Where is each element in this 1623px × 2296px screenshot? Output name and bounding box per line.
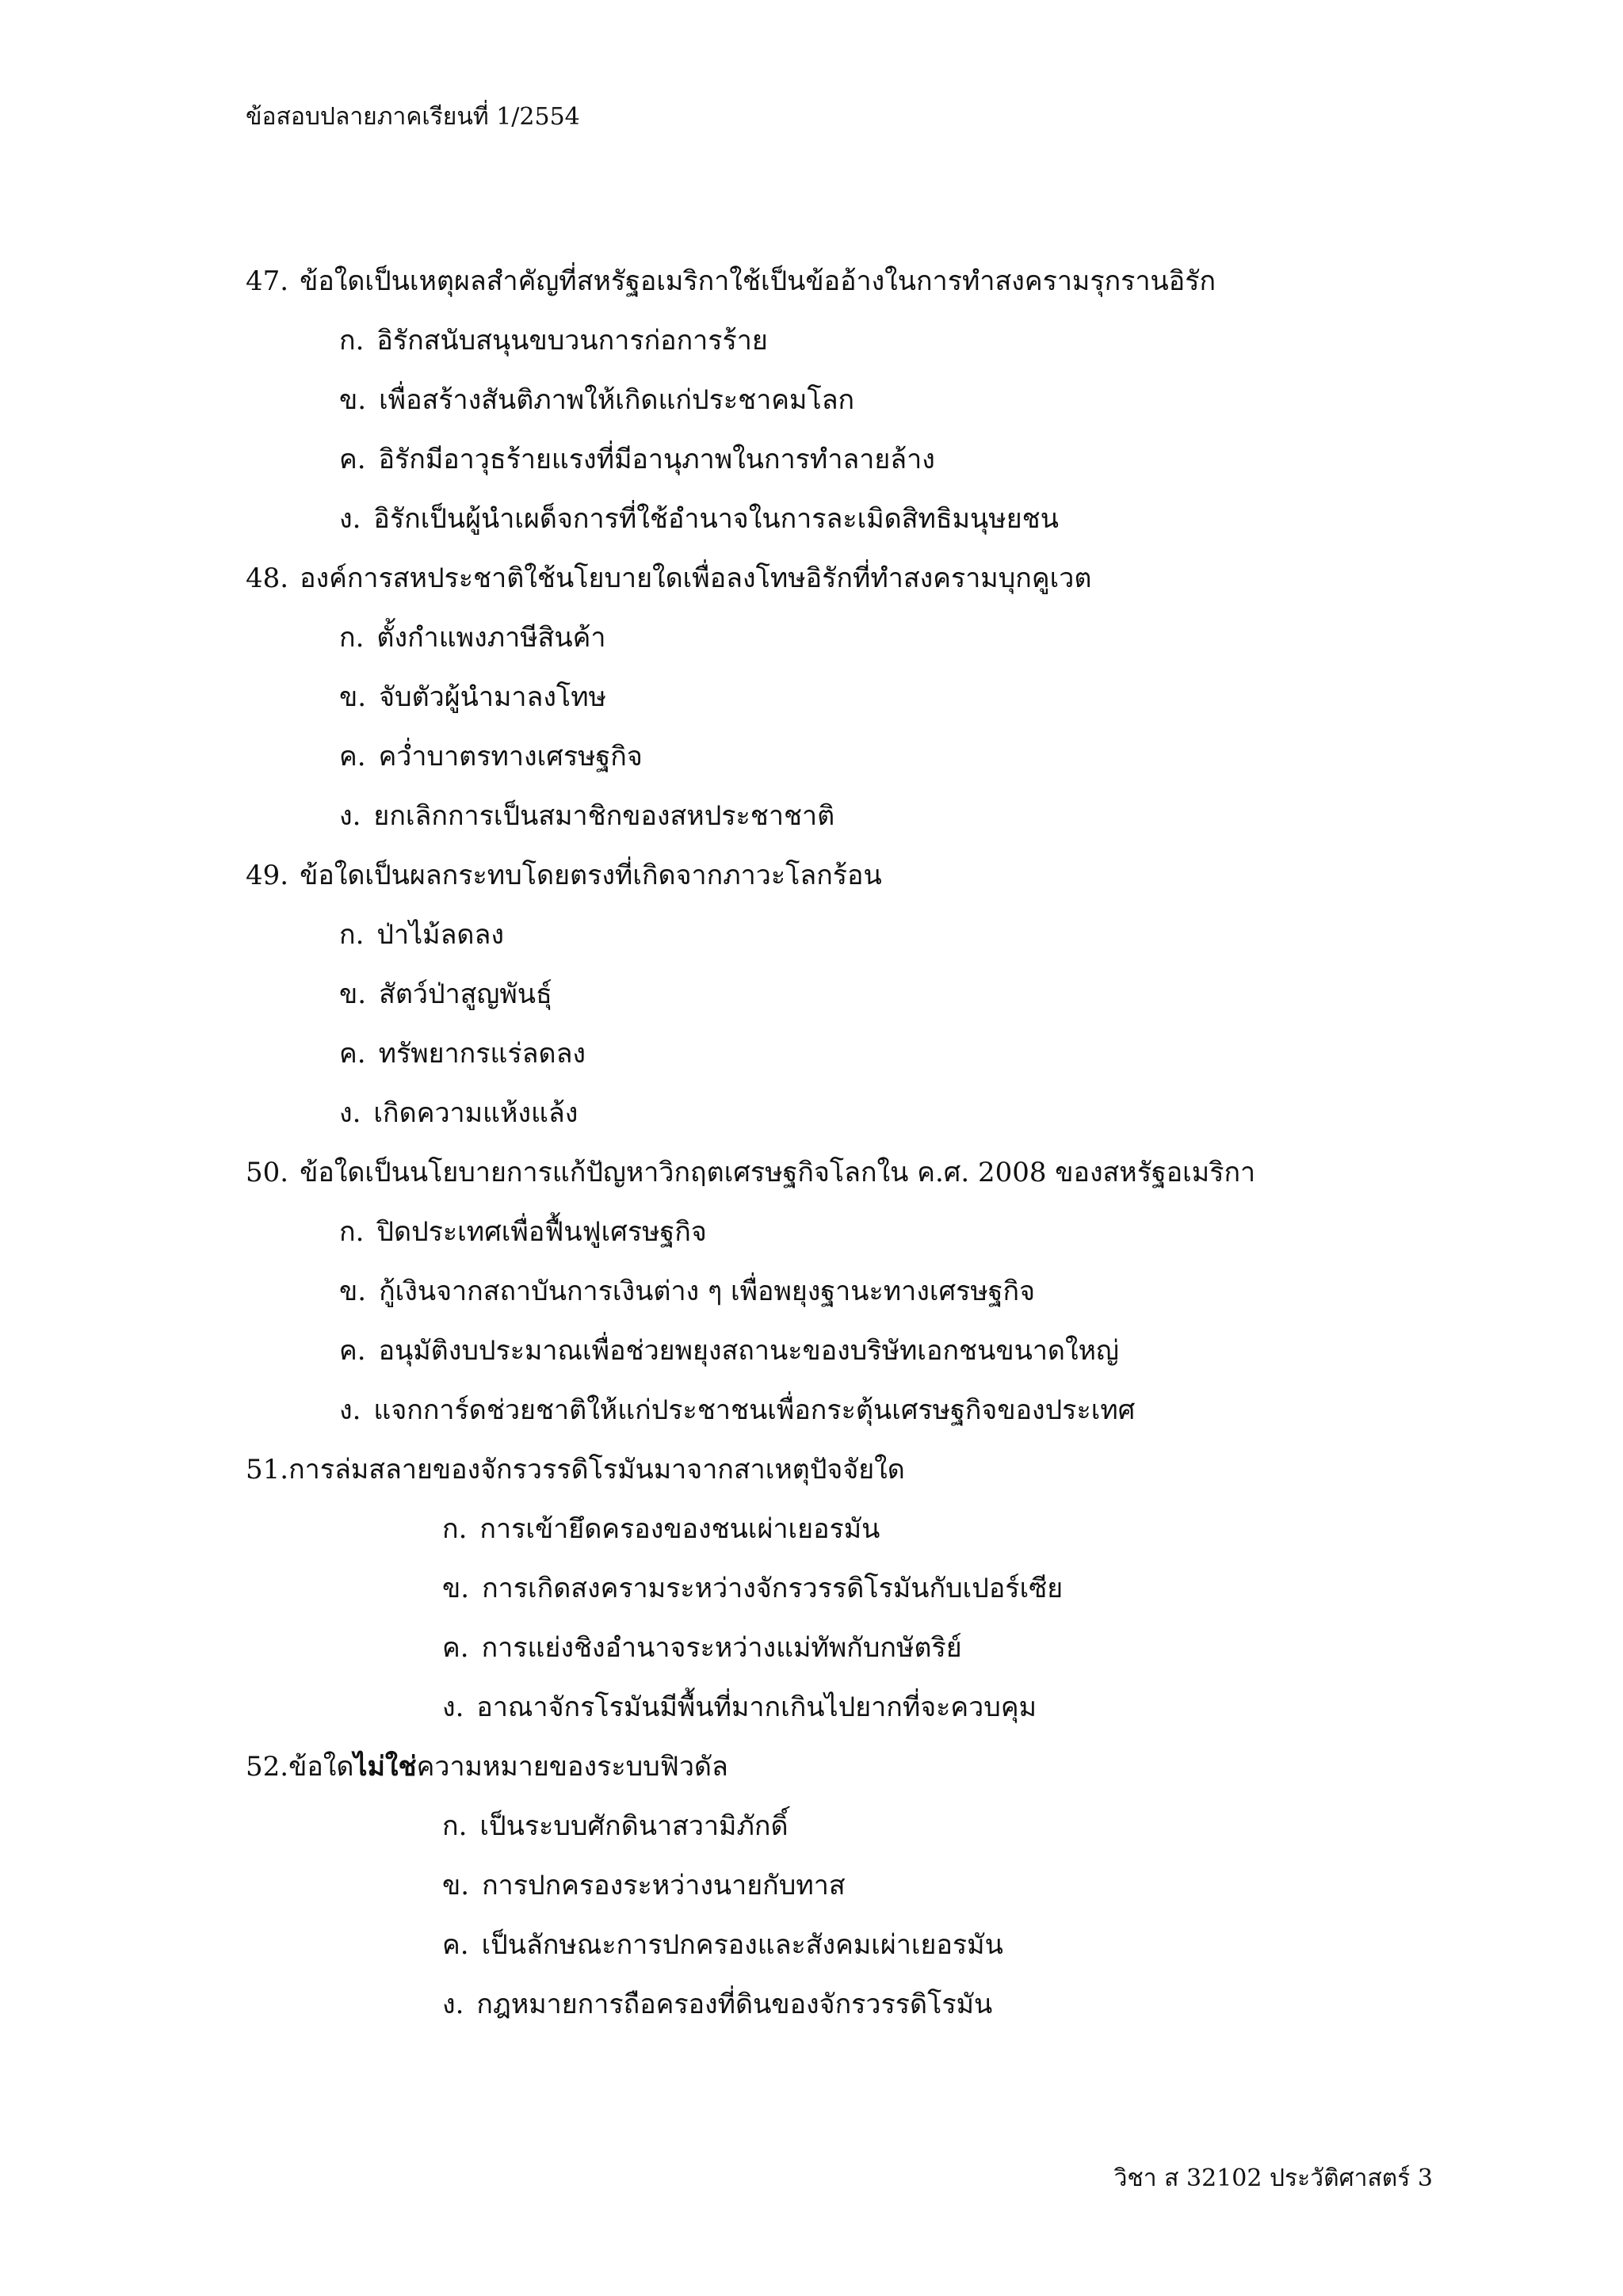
option-letter: ข. <box>339 978 367 1010</box>
option-a <box>246 311 1545 371</box>
question-number: 49. <box>246 860 289 891</box>
option-c <box>246 1916 1545 1975</box>
option-b <box>246 1559 1545 1619</box>
option-letter: ค. <box>442 1632 469 1664</box>
option-d <box>246 787 1545 846</box>
option-a <box>246 906 1545 965</box>
option-letter: ง. <box>442 1691 464 1723</box>
question-text-after: ความหมายของระบบฟิวดัล <box>416 1751 728 1783</box>
question-52 <box>246 1737 1545 2035</box>
option-text: กฎหมายการถือครองที่ดินของจักรวรรดิโรมัน <box>476 1989 993 2020</box>
option-letter: ค. <box>442 1929 469 1961</box>
question-stem <box>246 846 1545 906</box>
question-number: 47. <box>246 265 289 297</box>
option-text: การเข้ายึดครองของชนเผ่าเยอรมัน <box>479 1513 880 1545</box>
option-text: จับตัวผู้นำมาลงโทษ <box>379 681 607 713</box>
option-letter: ก. <box>442 1513 468 1545</box>
option-text: ทรัพยากรแร่ลดลง <box>378 1038 586 1070</box>
option-d <box>246 1084 1545 1143</box>
option-text: ตั้งกำแพงภาษีสินค้า <box>376 622 606 654</box>
option-b <box>246 1262 1545 1322</box>
question-stem <box>246 1440 1545 1500</box>
question-text: ข้อใดเป็นเหตุผลสำคัญที่สหรัฐอเมริกาใช้เป็นข้ออ้างในการทำสงครามรุกรานอิรัก <box>300 265 1216 297</box>
option-text: แจกการ์ดช่วยชาติให้แก่ประชาชนเพื่อกระตุ้นเศรษฐกิจของประเทศ <box>373 1394 1136 1426</box>
option-c <box>246 1322 1545 1381</box>
option-c <box>246 727 1545 787</box>
option-c <box>246 1024 1545 1084</box>
option-text: กู้เงินจากสถาบันการเงินต่าง ๆ เพื่อพยุงฐานะทางเศรษฐกิจ <box>379 1276 1036 1307</box>
option-letter: ก. <box>339 1216 365 1248</box>
option-letter: ค. <box>339 741 366 772</box>
question-number: 51. <box>246 1454 289 1486</box>
question-47 <box>246 252 1545 549</box>
option-letter: ง. <box>339 1097 361 1129</box>
option-text: สัตว์ป่าสูญพันธุ์ <box>379 978 552 1010</box>
question-48 <box>246 549 1545 846</box>
option-text: เพื่อสร้างสันติภาพให้เกิดแก่ประชาคมโลก <box>379 384 855 416</box>
option-b <box>246 668 1545 727</box>
page-header: ข้อสอบปลายภาคเรียนที่ 1/2554 <box>246 103 580 131</box>
option-letter: ก. <box>339 919 365 951</box>
option-letter: ค. <box>339 1038 366 1070</box>
option-text: เป็นระบบศักดินาสวามิภักดิ์ <box>479 1810 789 1842</box>
option-a <box>246 1797 1545 1856</box>
question-stem <box>246 252 1545 311</box>
option-b <box>246 1856 1545 1916</box>
page-footer: วิชา ส 32102 ประวัติศาสตร์ 3 <box>1113 2164 1433 2192</box>
option-text: ป่าไม้ลดลง <box>376 919 504 951</box>
option-c <box>246 1619 1545 1678</box>
option-letter: ง. <box>339 1394 361 1426</box>
option-text: เป็นลักษณะการปกครองและสังคมเผ่าเยอรมัน <box>481 1929 1003 1961</box>
question-number: 50. <box>246 1157 289 1188</box>
option-text: การปกครองระหว่างนายกับทาส <box>482 1870 846 1901</box>
option-text: อิรักมีอาวุธร้ายแรงที่มีอานุภาพในการทำลายล้าง <box>378 444 935 475</box>
option-text: คว่ำบาตรทางเศรษฐกิจ <box>378 741 643 772</box>
option-c <box>246 430 1545 490</box>
option-a <box>246 1500 1545 1559</box>
option-text: การเกิดสงครามระหว่างจักรวรรดิโรมันกับเปอร์เซีย <box>482 1573 1064 1604</box>
option-d <box>246 1381 1545 1440</box>
option-d <box>246 490 1545 549</box>
option-text: อนุมัติงบประมาณเพื่อช่วยพยุงสถานะของบริษัทเอกชนขนาดใหญ่ <box>378 1335 1119 1367</box>
question-50 <box>246 1143 1545 1440</box>
option-letter: ข. <box>442 1573 470 1604</box>
option-letter: ก. <box>339 325 365 357</box>
option-text: การแย่งชิงอำนาจระหว่างแม่ทัพกับกษัตริย์ <box>481 1632 962 1664</box>
question-number: 52. <box>246 1751 289 1783</box>
option-text: อิรักสนับสนุนขบวนการก่อการร้าย <box>376 325 768 357</box>
option-a <box>246 608 1545 668</box>
option-text: เกิดความแห้งแล้ง <box>373 1097 579 1129</box>
option-letter: ข. <box>339 384 367 416</box>
option-letter: ค. <box>339 444 366 475</box>
option-letter: ก. <box>339 622 365 654</box>
question-list <box>246 252 1545 2035</box>
question-stem <box>246 1737 1545 1797</box>
option-text: อาณาจักรโรมันมีพื้นที่มากเกินไปยากที่จะควบคุม <box>476 1691 1037 1723</box>
option-letter: ง. <box>339 800 361 832</box>
option-text: ยกเลิกการเป็นสมาชิกของสหประชาชาติ <box>373 800 835 832</box>
option-d <box>246 1975 1545 2035</box>
option-a <box>246 1203 1545 1262</box>
question-text: องค์การสหประชาติใช้นโยบายใดเพื่อลงโทษอิรักที่ทำสงครามบุกคูเวต <box>300 563 1092 594</box>
question-number: 48. <box>246 563 289 594</box>
question-text: การล่มสลายของจักรวรรดิโรมันมาจากสาเหตุปัจจัยใด <box>288 1454 905 1486</box>
question-text-before: ข้อใด <box>288 1751 354 1783</box>
option-text: อิรักเป็นผู้นำเผด็จการที่ใช้อำนาจในการละเมิดสิทธิมนุษยชน <box>373 503 1059 535</box>
question-stem <box>246 1143 1545 1203</box>
question-stem <box>246 549 1545 608</box>
option-b <box>246 371 1545 430</box>
option-text: ปิดประเทศเพื่อฟื้นฟูเศรษฐกิจ <box>376 1216 707 1248</box>
option-letter: ค. <box>339 1335 366 1367</box>
option-letter: ข. <box>442 1870 470 1901</box>
option-letter: ข. <box>339 1276 367 1307</box>
question-49 <box>246 846 1545 1143</box>
option-letter: ข. <box>339 681 367 713</box>
question-text: ข้อใดเป็นผลกระทบโดยตรงที่เกิดจากภาวะโลกร้อน <box>300 860 882 891</box>
option-letter: ง. <box>442 1989 464 2020</box>
question-51 <box>246 1440 1545 1737</box>
question-text: ข้อใดเป็นนโยบายการแก้ปัญหาวิกฤตเศรษฐกิจโลกใน ค.ศ. 2008 ของสหรัฐอเมริกา <box>300 1157 1256 1188</box>
option-b <box>246 965 1545 1024</box>
question-text-emphasis: ไม่ใช่ <box>353 1751 417 1783</box>
option-letter: ง. <box>339 503 361 535</box>
option-d <box>246 1678 1545 1737</box>
option-letter: ก. <box>442 1810 468 1842</box>
